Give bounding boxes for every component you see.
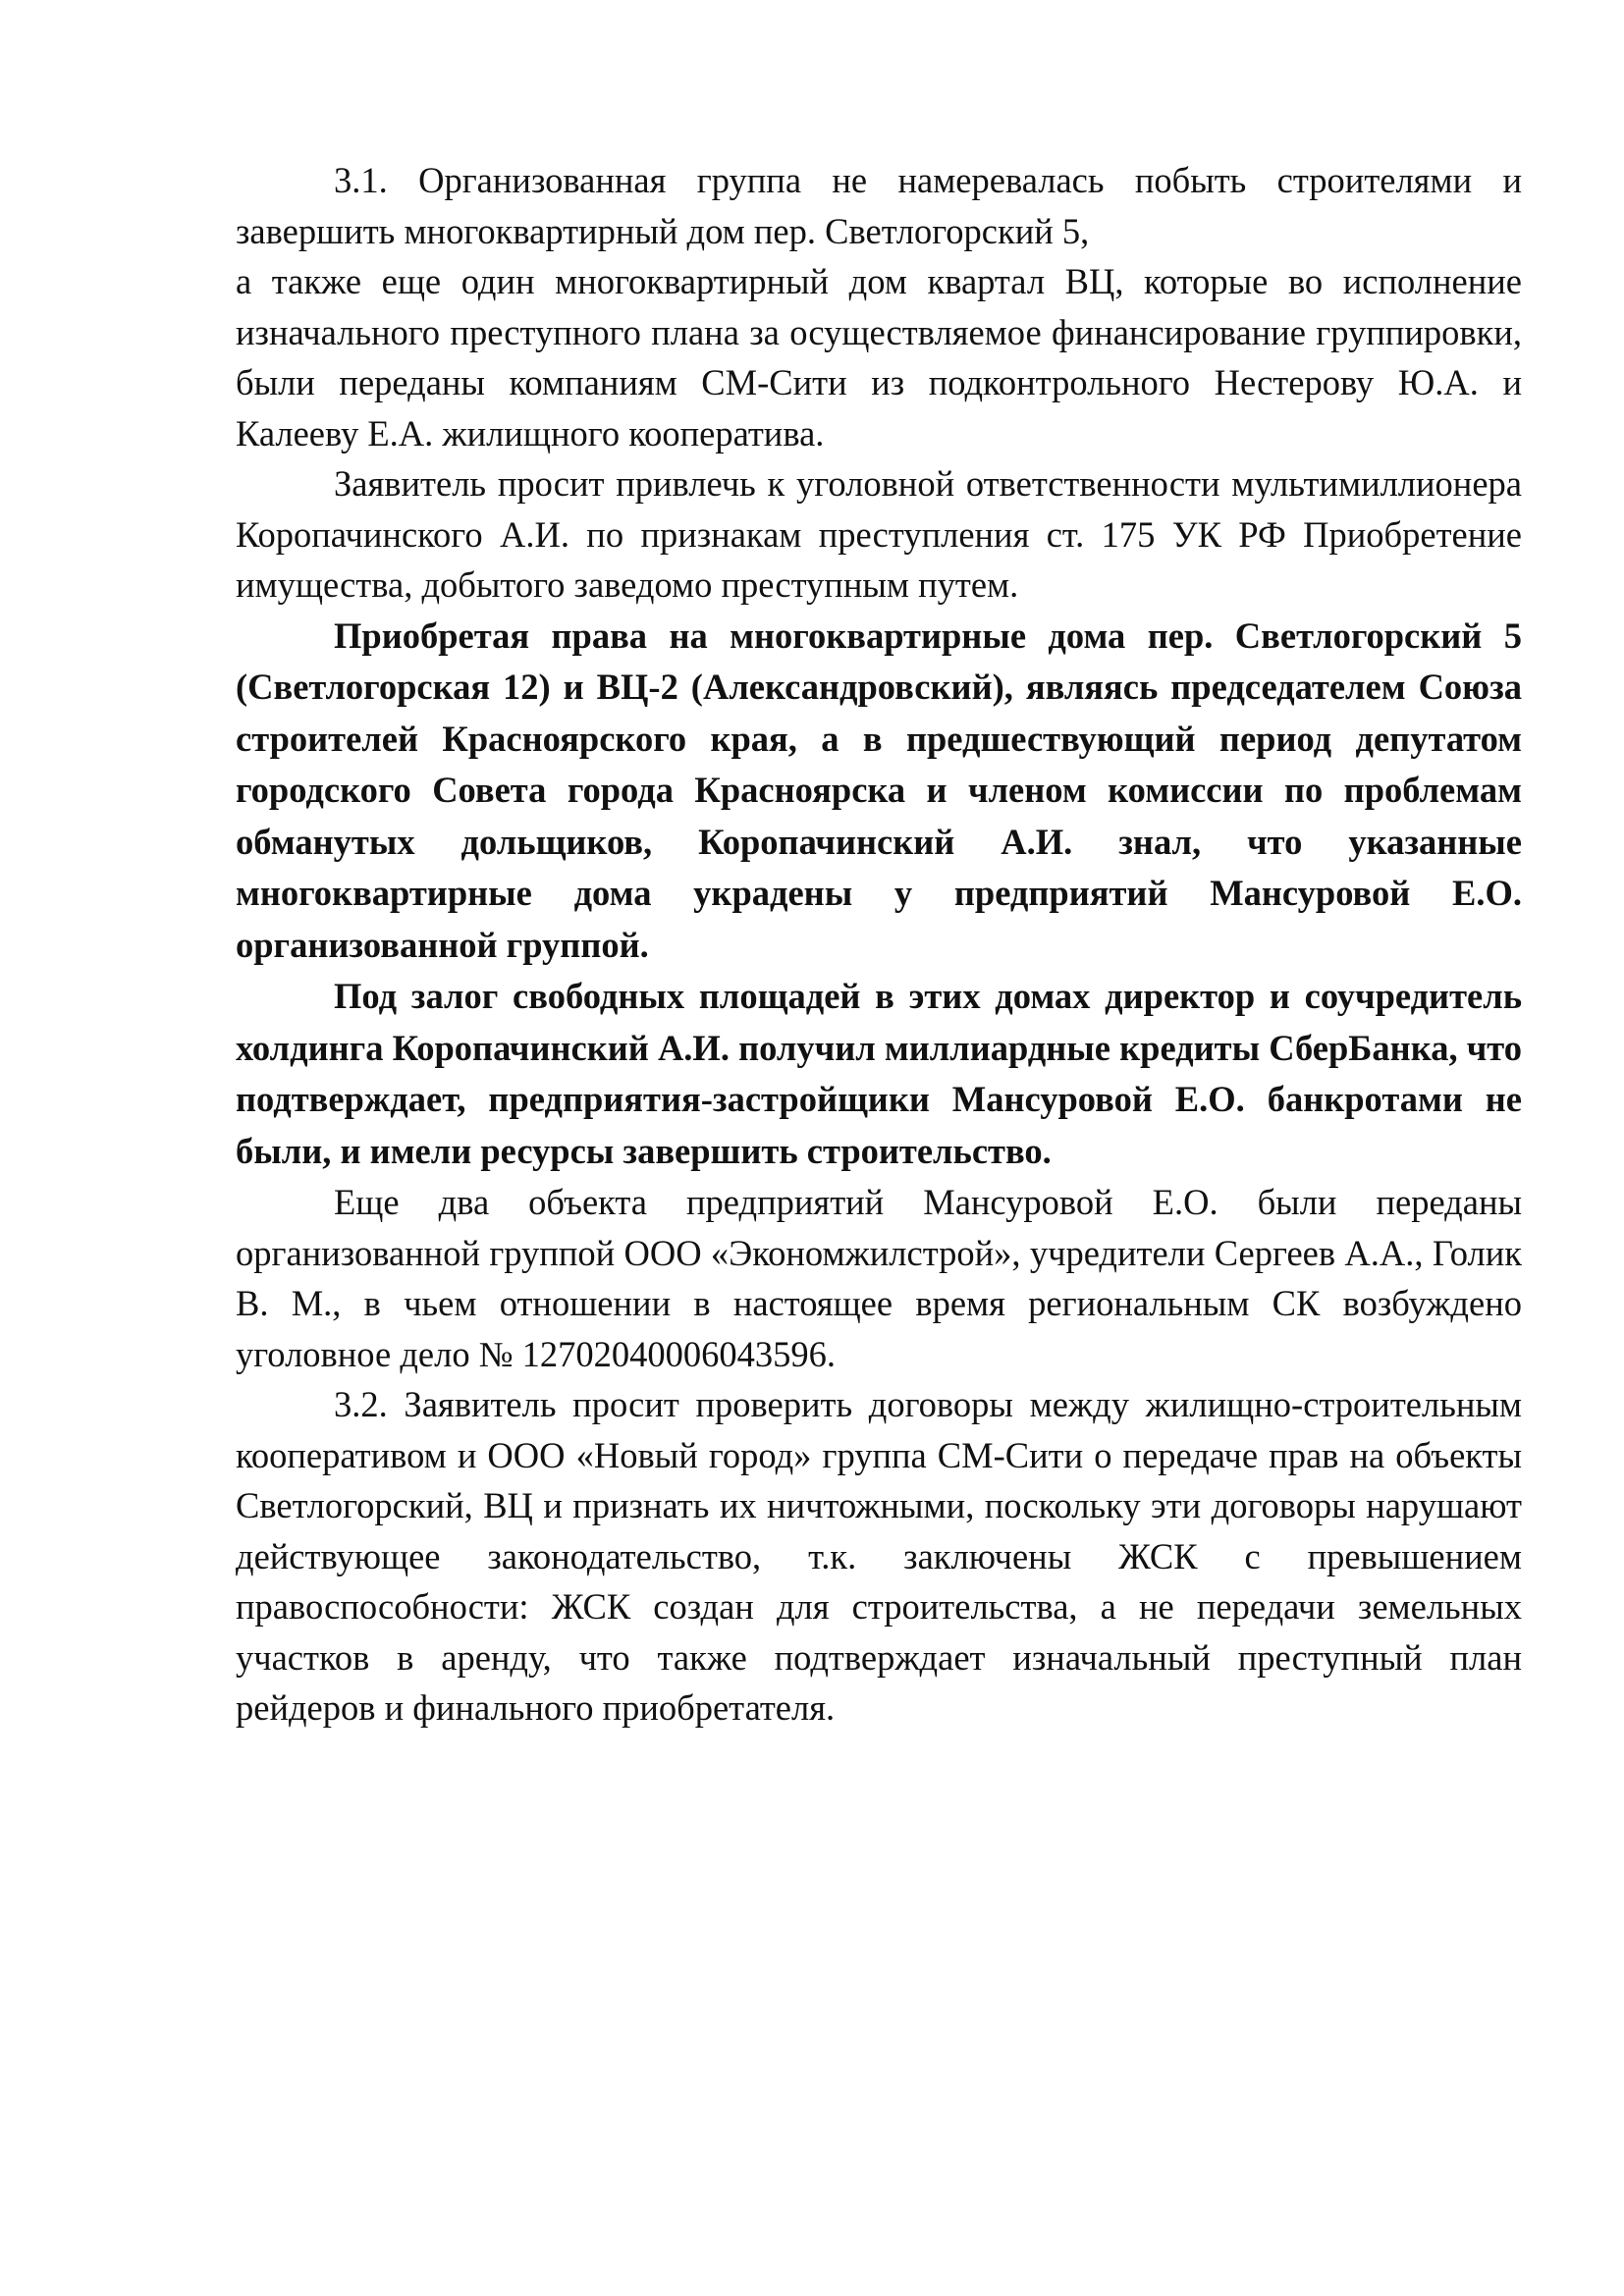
paragraph-bold-rights-acquisition: Приобретая права на многоквартирные дома пер. Светлогорский 5 (Светлогорская 12) и ВЦ-2 (Александровский), являясь председателем Союза строителей Красноярского края, а в предшествующий период депутатом городского Совета города Красноярска и членом комиссии по проблемам обманутых дольщиков, Коропачинский А.И. знал, что указанные многоквартирные дома украдены у предприятий Мансуровой Е.О. организованной группой. — [236, 614, 1522, 965]
paragraph-3-1-continuation: а также еще один многоквартирный дом квартал ВЦ, которые во исполнение изначального преступного плана за осуществляемое финансирование группировки, были переданы компаниям СМ-Сити из подконтрольного Нестерову Ю.А. и Калееву Е.А. жилищного кооператива. — [236, 261, 1522, 454]
paragraph-3-1: 3.1. Организованная группа не намеревалась побыть строителями и завершить многоквартирный дом пер. Светлогорский 5, — [236, 160, 1522, 251]
paragraph-two-objects: Еще два объекта предприятий Мансуровой Е.О. были переданы организованной группой ООО «Экономжилстрой», учредители Сергеев А.А., Голик В. М., в чьем отношении в настоящее время региональным СК возбуждено уголовное дело № 12702040006043596. — [236, 1182, 1522, 1374]
paragraph-3-2: 3.2. Заявитель просит проверить договоры между жилищно-строительным кооперативом и ООО «Новый город» группа СМ-Сити о передаче прав на объекты Светлогорский, ВЦ и признать их ничтожными, поскольку эти договоры нарушают действующее законодательство, т.к. заключены ЖСК с превышением правоспособности: ЖСК создан для строительства, а не передачи земельных участков в аренду, что также подтверждает изначальный преступный план рейдеров и финального приобретателя. — [236, 1384, 1522, 1728]
paragraph-bold-sberbank-credits: Под залог свободных площадей в этих домах директор и соучредитель холдинга Коропачинский А.И. получил миллиардные кредиты СберБанка, что подтверждает, предприятия-застройщики Мансуровой Е.О. банкротами не были, и имели ресурсы завершить строительство. — [236, 976, 1522, 1171]
document-page — [236, 155, 1522, 1734]
paragraph-applicant-request: Заявитель просит привлечь к уголовной ответственности мультимиллионера Коропачинского А.И. по признакам преступления ст. 175 УК РФ Приобретение имущества, добытого заведомо преступным путем. — [236, 463, 1522, 605]
